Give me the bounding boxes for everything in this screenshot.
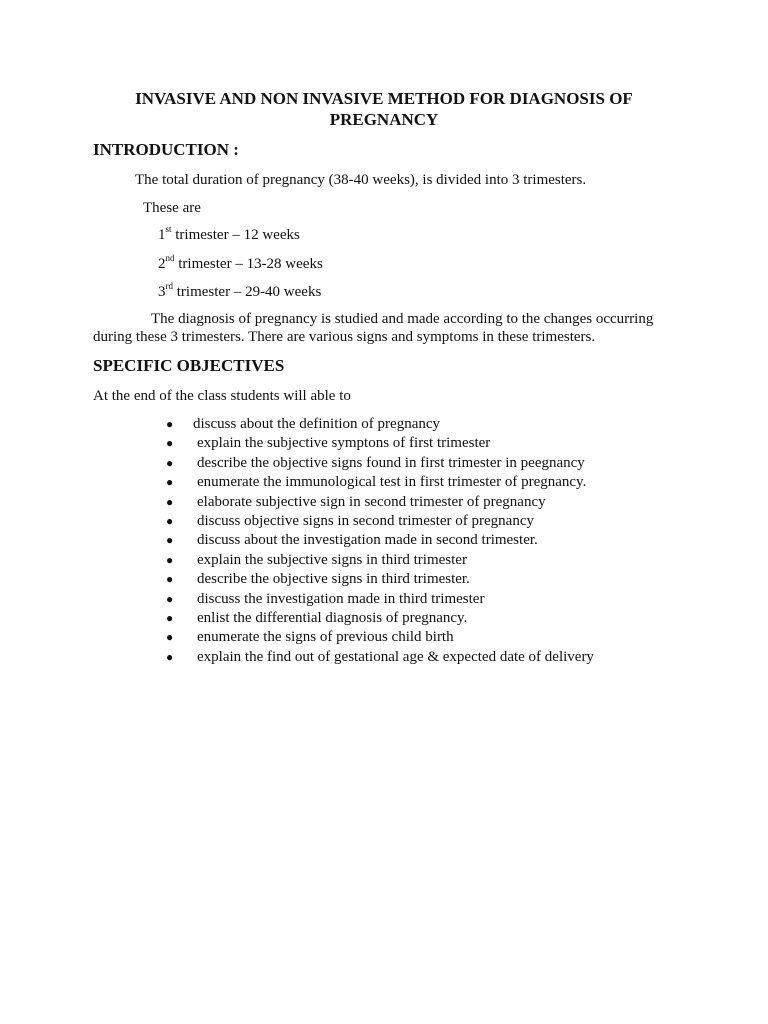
objective-text: discuss about the definition of pregnancy xyxy=(193,416,441,432)
objective-text: enumerate the immunological test in first trimester of pregnancy. xyxy=(197,474,587,491)
objectives-heading: SPECIFIC OBJECTIVES xyxy=(93,356,285,375)
bullet-icon: ● xyxy=(166,494,174,509)
trimester-text: trimester – 12 weeks xyxy=(171,227,300,243)
bullet-icon: ● xyxy=(166,455,174,470)
ordinal-suffix: rd xyxy=(165,281,173,291)
bullet-icon: ● xyxy=(166,572,174,587)
bullet-icon: ● xyxy=(166,417,174,431)
trimester-number: 3 xyxy=(158,284,166,300)
bullet-icon: ● xyxy=(166,591,174,606)
objective-text: describe the objective signs found in first trimester in peegnancy xyxy=(197,454,585,471)
objective-text: discuss objective signs in second trimester of pregnancy xyxy=(197,512,535,529)
trimester-line-1 xyxy=(158,226,300,244)
trimester-number: 1 xyxy=(158,227,166,243)
objective-text: discuss the investigation made in third trimester xyxy=(197,590,485,607)
bullet-icon: ● xyxy=(166,533,174,548)
objective-text: explain the find out of gestational age & expected date of delivery xyxy=(197,648,594,665)
trimester-line-2 xyxy=(158,255,323,273)
objective-text: describe the objective signs in third trimester. xyxy=(197,571,470,588)
trimester-text: trimester – 13-28 weeks xyxy=(174,256,323,272)
bullet-icon: ● xyxy=(166,630,174,645)
bullet-icon: ● xyxy=(166,475,174,490)
trimester-line-3 xyxy=(158,283,321,301)
bullet-icon: ● xyxy=(166,513,174,528)
paragraph-line: The diagnosis of pregnancy is studied and made according to the changes occurring xyxy=(151,311,654,327)
intro-sentence: The total duration of pregnancy (38-40 weeks), is divided into 3 trimesters. xyxy=(135,172,587,188)
document-title-line-1: INVASIVE AND NON INVASIVE METHOD FOR DIAGNOSIS OF xyxy=(135,89,633,108)
introduction-heading: INTRODUCTION : xyxy=(93,140,239,159)
paragraph-line: during these 3 trimesters. There are various signs and symptoms in these trimesters. xyxy=(93,329,596,345)
diagnosis-paragraph xyxy=(93,310,683,346)
ordinal-suffix: nd xyxy=(165,253,175,263)
these-are-label: These are xyxy=(143,200,201,216)
objective-text: explain the subjective symptons of first trimester xyxy=(197,435,491,452)
objective-text: elaborate subjective sign in second trimester of pregnancy xyxy=(197,493,546,510)
objective-text: discuss about the investigation made in second trimester. xyxy=(197,532,538,549)
objective-text: enlist the differential diagnosis of pregnancy. xyxy=(197,609,468,626)
bullet-icon: ● xyxy=(166,649,174,664)
objective-text: enumerate the signs of previous child birth xyxy=(197,629,454,646)
trimester-number: 2 xyxy=(158,256,166,272)
bullet-icon: ● xyxy=(166,610,174,625)
objective-text: explain the subjective signs in third trimester xyxy=(197,551,467,568)
bullet-icon: ● xyxy=(166,436,174,451)
bullet-icon: ● xyxy=(166,552,174,567)
objectives-intro: At the end of the class students will able to xyxy=(93,388,351,404)
ordinal-suffix: st xyxy=(165,224,172,234)
trimester-text: trimester – 29-40 weeks xyxy=(173,284,322,300)
document-title-line-2: PREGNANCY xyxy=(329,110,439,129)
